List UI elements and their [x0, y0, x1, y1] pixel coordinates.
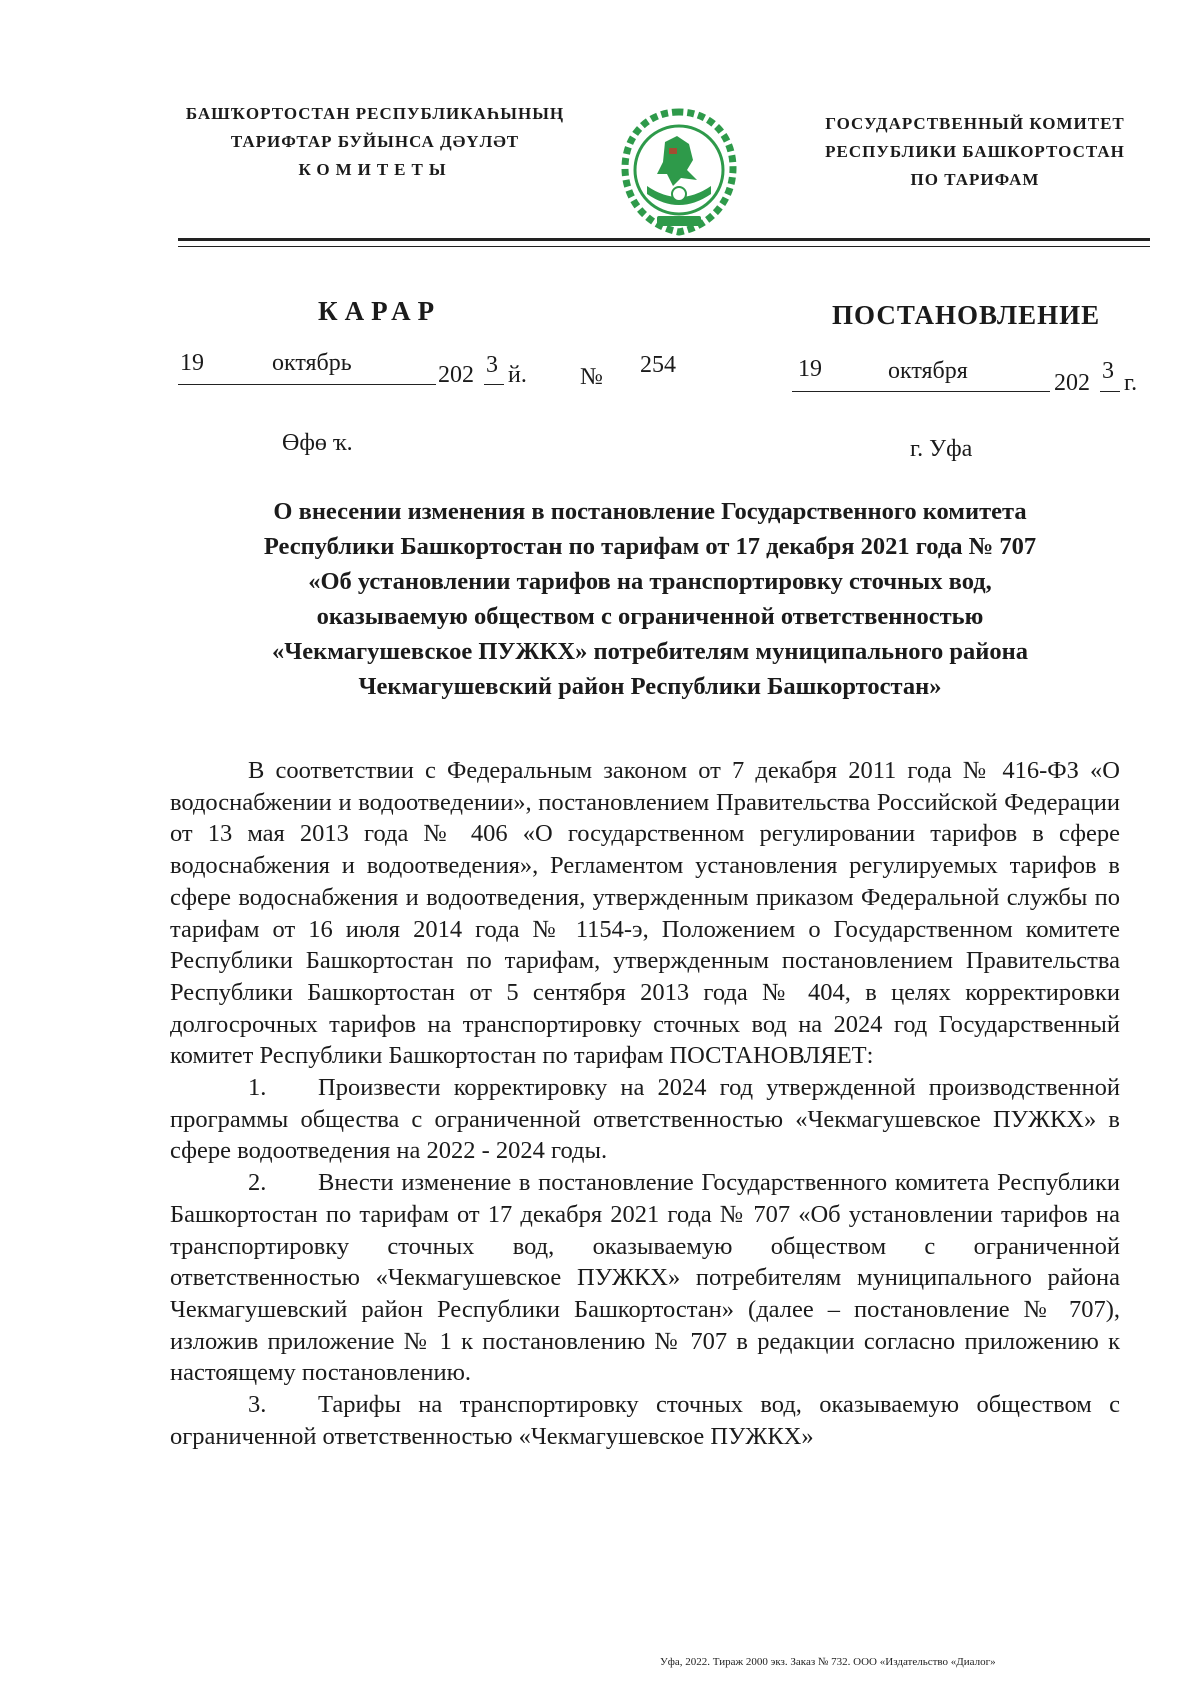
header-divider-thick: [178, 238, 1150, 241]
postanovlenie-year-suffix: г.: [1124, 370, 1138, 396]
header-right: [785, 110, 1165, 194]
item-text: Тарифы на транспортировку сточных вод, оказываемую обществом с ограниченной ответственностью «Чекмагушевское ПУЖКХ»: [170, 1391, 1120, 1450]
heading-line: оказываемую обществом с ограниченной ответственностью: [316, 603, 984, 630]
item-text: Произвести корректировку на 2024 год утвержденной производственной программы общества с ограниченной ответственностью «Чекмагушевское ПУЖКХ» в сфере водоотведения на 2022 - 2024 годы.: [170, 1074, 1120, 1165]
karar-place: Өфө ҡ.: [282, 430, 353, 456]
item-paragraph-3: [170, 1389, 1120, 1452]
item-paragraph-1: [170, 1072, 1120, 1167]
item-number: 2.: [248, 1169, 267, 1197]
postanovlenie-year-prefix: 202: [1054, 370, 1090, 396]
postanovlenie-place: г. Уфа: [910, 436, 973, 462]
print-footer: Уфа, 2022. Тираж 2000 экз. Заказ № 732. ООО «Издательство «Диалог»: [660, 1656, 996, 1668]
karar-number: 254: [640, 352, 676, 378]
karar-date-underline: [178, 384, 436, 385]
header-left-line-2: ТАРИФТАР БУЙЫНСА ДӘҮЛӘТ: [230, 132, 520, 151]
item-text: Внести изменение в постановление Государственного комитета Республики Башкортостан по тарифам от 17 декабря 2021 года № 707 «Об установлении тарифов на транспортировку сточных вод, оказываемую обществом с ограниченной ответственностью «Чекмагушевское ПУЖКХ» потребителям муниципального района Чекмагушевский район Республики Башкортостан» (далее – постановление № 707), изложив приложение № 1 к постановлению № 707 в редакции согласно приложению к настоящему постановлению.: [170, 1169, 1120, 1387]
document-body: [170, 755, 1120, 1452]
item-number: 1.: [248, 1074, 267, 1102]
document-heading: [170, 494, 1130, 704]
heading-line: Чекмагушевский район Республики Башкортостан»: [358, 673, 942, 700]
karar-year-prefix: 202: [438, 362, 474, 388]
item-paragraph-2: [170, 1167, 1120, 1389]
postanovlenie-date-underline: [792, 391, 1050, 392]
heading-line: «Чекмагушевское ПУЖКХ» потребителям муниципального района: [272, 638, 1028, 665]
karar-year-underline: [484, 384, 504, 385]
header-left-line-1: БАШҠОРТОСТАН РЕСПУБЛИКАҺЫНЫҢ: [185, 104, 565, 123]
karar-number-sign: №: [580, 364, 603, 390]
header-divider-thin: [178, 246, 1150, 247]
heading-line: О внесении изменения в постановление Государственного комитета: [273, 498, 1027, 525]
header-left: [170, 100, 580, 184]
postanovlenie-day: 19: [798, 356, 822, 382]
header-right-line-3: ПО ТАРИФАМ: [910, 170, 1040, 189]
karar-month: октябрь: [272, 350, 352, 376]
karar-year-digit: 3: [486, 352, 498, 378]
karar-year-suffix: й.: [508, 362, 527, 388]
item-number: 3.: [248, 1391, 267, 1419]
postanovlenie-year-digit: 3: [1102, 358, 1114, 384]
karar-title: КАРАР: [318, 296, 442, 326]
heading-line: Республики Башкортостан по тарифам от 17 декабря 2021 года № 707: [263, 533, 1037, 560]
header-left-line-3: КОМИТЕТЫ: [298, 160, 452, 179]
header-right-line-2: РЕСПУБЛИКИ БАШКОРТОСТАН: [825, 142, 1125, 161]
preamble-paragraph: В соответствии с Федеральным законом от 7 декабря 2011 года № 416-ФЗ «О водоснабжении и водоотведении», постановлением Правительства Российской Федерации от 13 мая 2013 года № 406 «О государственном регулировании тарифов в сфере водоснабжения и водоотведения», Регламентом установления регулируемых тарифов в сфере водоснабжения и водоотведения, утвержденным приказом Федеральной службы по тарифам от 16 июля 2014 года № 1154-э, Положением о Государственном комитете Республики Башкортостан по тарифам, утвержденным постановлением Правительства Республики Башкортостан от 5 сентября 2013 года № 404, в целях корректировки долгосрочных тарифов на транспортировку сточных вод на 2024 год Государственный комитет Республики Башкортостан по тарифам ПОСТАНОВЛЯЕТ:: [170, 757, 1120, 1070]
postanovlenie-title: ПОСТАНОВЛЕНИЕ: [832, 300, 1101, 330]
heading-line: «Об установлении тарифов на транспортировку сточных вод,: [308, 568, 992, 595]
header-right-line-1: ГОСУДАРСТВЕННЫЙ КОМИТЕТ: [825, 114, 1125, 133]
karar-day: 19: [180, 350, 204, 376]
postanovlenie-year-underline: [1100, 391, 1120, 392]
postanovlenie-month: октября: [888, 358, 968, 384]
bashkortostan-emblem-icon: [617, 108, 741, 238]
